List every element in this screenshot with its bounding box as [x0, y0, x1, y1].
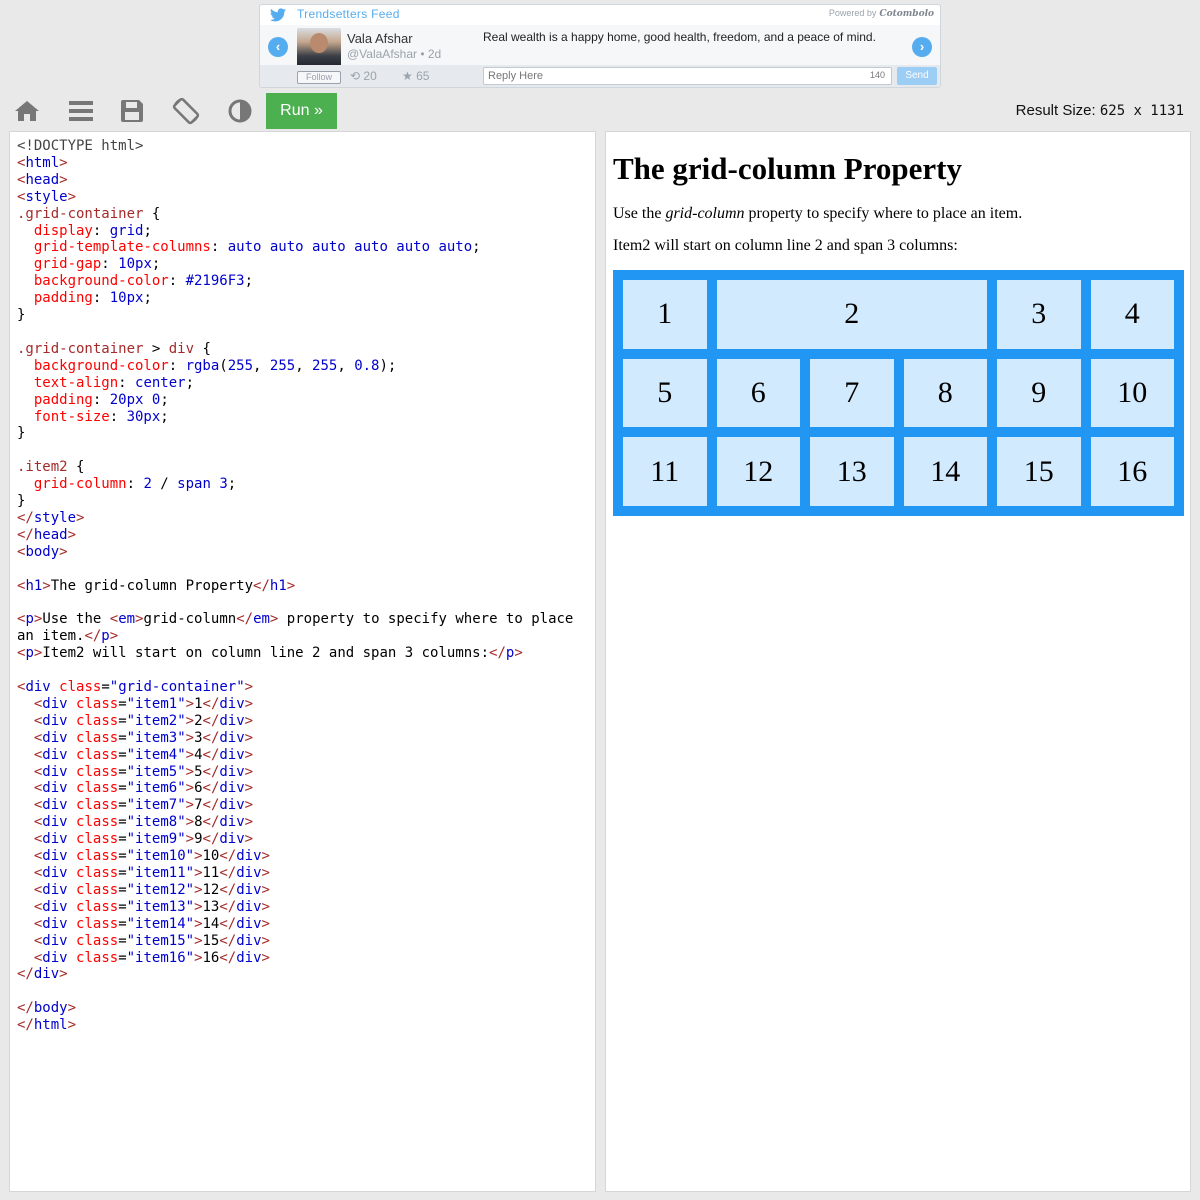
description-paragraph: Item2 will start on column line 2 and span 3 columns: — [613, 237, 958, 254]
widget-header — [260, 5, 940, 25]
home-icon — [14, 99, 40, 123]
tweet-text: Real wealth is a happy home, good health, freedom, and a peace of mind. — [483, 30, 876, 44]
grid-item-11: 11 — [623, 437, 707, 506]
retweet-count[interactable] — [350, 69, 377, 83]
grid-item-2: 2 — [717, 280, 988, 349]
char-count: 140 — [869, 70, 885, 80]
result-size-separator: x — [1133, 103, 1142, 119]
page-title: The grid-column Property — [613, 151, 963, 186]
grid-item-9: 9 — [997, 359, 1081, 428]
result-height: 1131 — [1150, 103, 1184, 119]
result-width: 625 — [1099, 103, 1126, 119]
theme-toggle-button[interactable] — [213, 93, 267, 129]
grid-item-14: 14 — [904, 437, 988, 506]
favorite-value: 65 — [416, 69, 430, 83]
grid-item-3: 3 — [997, 280, 1081, 349]
reply-input[interactable] — [483, 67, 892, 85]
author-name[interactable]: Vala Afshar — [347, 31, 413, 46]
author-handle[interactable]: @ValaAfshar • 2d — [347, 47, 442, 61]
toolbar — [0, 93, 1200, 129]
grid-item-8: 8 — [904, 359, 988, 428]
tweet-actions — [260, 65, 940, 88]
grid-item-15: 15 — [997, 437, 1081, 506]
brand-logo[interactable]: Cotombolo — [879, 9, 934, 19]
chevron-right-icon: › — [919, 39, 925, 54]
grid-item-4: 4 — [1091, 280, 1175, 349]
grid-item-7: 7 — [810, 359, 894, 428]
retweet-value: 20 — [363, 69, 377, 83]
save-icon — [121, 100, 143, 122]
intro-emphasis: grid-column — [665, 205, 745, 222]
intro-text-before: Use the — [613, 205, 666, 222]
save-button[interactable] — [105, 93, 159, 129]
retweet-icon: ⟲ — [350, 69, 361, 83]
powered-by-label: Powered by — [828, 8, 877, 18]
feed-title[interactable]: Trendsetters Feed — [297, 7, 400, 21]
send-button[interactable]: Send — [897, 67, 937, 85]
grid-item-12: 12 — [717, 437, 801, 506]
contrast-icon — [228, 99, 252, 123]
avatar[interactable] — [297, 28, 341, 68]
result-preview — [605, 131, 1191, 1192]
menu-icon — [69, 100, 93, 122]
home-button[interactable] — [0, 93, 54, 129]
reply-placeholder: Reply Here — [488, 70, 544, 82]
twitter-feed-widget — [259, 4, 941, 88]
tweet-body — [260, 25, 940, 65]
intro-paragraph — [613, 205, 1022, 223]
next-tweet-button[interactable] — [912, 37, 932, 57]
grid-item-5: 5 — [623, 359, 707, 428]
menu-button[interactable] — [54, 93, 108, 129]
result-size — [1016, 102, 1184, 119]
rotate-icon — [172, 97, 200, 125]
favorite-count[interactable] — [402, 69, 429, 83]
code-text[interactable]: <!DOCTYPE html> <html> <head> <style> .grid-container { display: grid; grid-template-columns: auto auto auto auto auto auto; grid-gap: 10px; background-color: #2196F3; padding: 10px; } .grid-container > div { background-color: rgba(255, 255, 255, 0.8); text-align: center; padding: 20px 0; font-size: 30px; } .item2 { grid-column: 2 / span 3; } </style> </head> <body> <h1>The grid-column Property</h1> <p>Use the <em>grid-column</em> property to specify where to place an item.</p> <p>Item2 will start on column line 2 and span 3 columns:</p> <div class="grid-container"> <div class="item1">1</div> <div class="item2">2</div> <div class="item3">3</div> <div class="item4">4</div> <div class="item5">5</div> <div class="item6">6</div> <div class="item7">7</div> <div class="item8">8</div> <div class="item9">9</div> <div class="item10">10</div> <div class="item11">11</div> <div class="item12">12</div> <div class="item13">13</div> <div class="item14">14</div> <div class="item15">15</div> <div class="item16">16</div> </div> </body> </html> — [17, 138, 574, 1034]
grid-item-16: 16 — [1091, 437, 1175, 506]
grid-item-6: 6 — [717, 359, 801, 428]
code-editor[interactable] — [9, 131, 596, 1192]
result-size-label: Result Size: — [1015, 102, 1096, 119]
chevron-left-icon: ‹ — [275, 39, 281, 54]
grid-item-13: 13 — [810, 437, 894, 506]
grid-item-10: 10 — [1091, 359, 1175, 428]
powered-by — [829, 8, 934, 19]
grid-container — [613, 270, 1184, 516]
grid-item-1: 1 — [623, 280, 707, 349]
run-button[interactable]: Run » — [266, 93, 337, 129]
twitter-bird-icon — [270, 8, 286, 22]
previous-tweet-button[interactable] — [268, 37, 288, 57]
follow-button[interactable]: Follow — [297, 71, 341, 84]
star-icon: ★ — [402, 69, 413, 83]
rotate-button[interactable] — [159, 93, 213, 129]
intro-text-after: property to specify where to place an item. — [744, 205, 1023, 222]
